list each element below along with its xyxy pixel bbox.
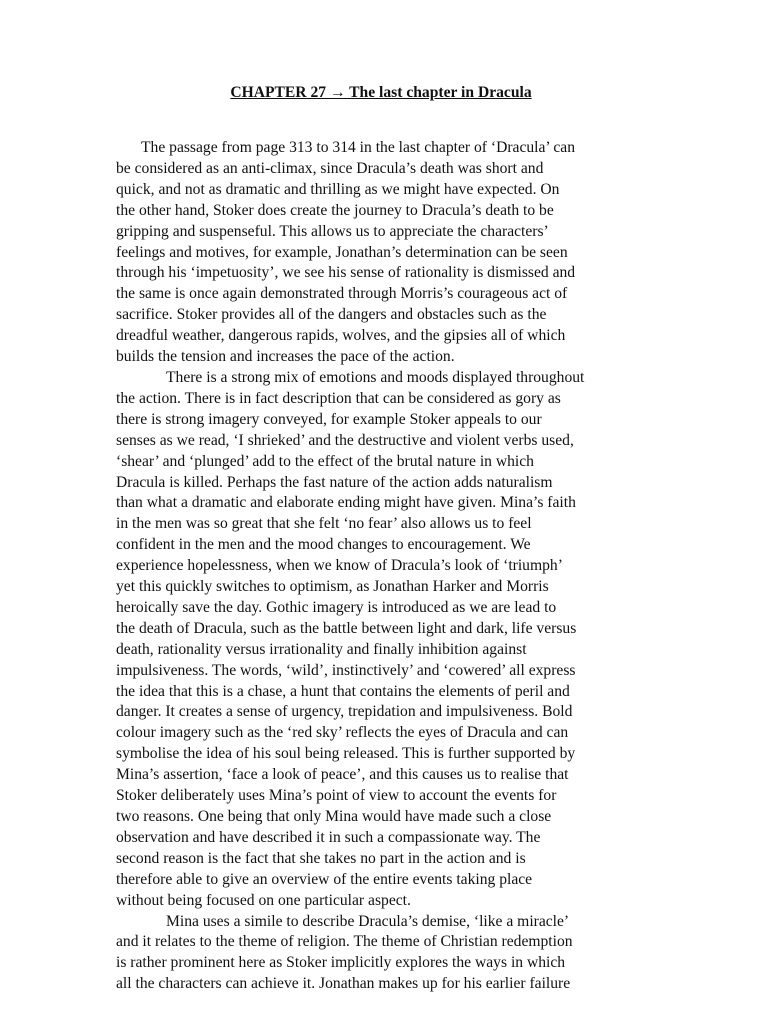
paragraph-line: all the characters can achieve it. Jonathan makes up for his earlier failure — [116, 975, 571, 993]
paragraph-line: heroically save the day. Gothic imagery is introduced as we are lead to — [116, 598, 557, 616]
paragraph-line: Mina’s assertion, ‘face a look of peace’, and this causes us to realise that — [116, 766, 569, 784]
paragraph-line: the action. There is in fact description that can be considered as gory as — [116, 389, 561, 407]
paragraph-1 — [116, 138, 646, 368]
document-page — [116, 82, 646, 995]
paragraph-line: symbolise the idea of his soul being released. This is further supported by — [116, 745, 576, 763]
paragraph-line: the death of Dracula, such as the battle between light and dark, life versus — [116, 619, 577, 637]
paragraph-line: death, rationality versus irrationality and finally inhibition against — [116, 640, 527, 658]
paragraph-line: than what a dramatic and elaborate ending might have given. Mina’s faith — [116, 494, 576, 512]
paragraph-line: sacrifice. Stoker provides all of the dangers and obstacles such as the — [116, 306, 547, 324]
paragraph-line: be considered as an anti-climax, since Dracula’s death was short and — [116, 159, 544, 177]
paragraph-line: Dracula is killed. Perhaps the fast nature of the action adds naturalism — [116, 473, 553, 491]
paragraph-line: feelings and motives, for example, Jonathan’s determination can be seen — [116, 243, 568, 261]
paragraph-line: second reason is the fact that she takes no part in the action and is — [116, 849, 526, 867]
paragraph-line: There is a strong mix of emotions and moods displayed throughout — [166, 368, 585, 386]
paragraph-line: builds the tension and increases the pace of the action. — [116, 348, 455, 366]
paragraph-line: gripping and suspenseful. This allows us to appreciate the characters’ — [116, 222, 549, 240]
paragraph-line: the idea that this is a chase, a hunt that contains the elements of peril and — [116, 682, 570, 700]
paragraph-line: the same is once again demonstrated through Morris’s courageous act of — [116, 285, 568, 303]
paragraph-line: yet this quickly switches to optimism, as Jonathan Harker and Morris — [116, 578, 549, 596]
paragraph-line: The passage from page 313 to 314 in the last chapter of ‘Dracula’ can — [141, 139, 575, 156]
paragraph-line: therefore able to give an overview of the entire events taking place — [116, 870, 533, 888]
paragraph-line: in the men was so great that she felt ‘no fear’ also allows us to feel — [116, 515, 532, 533]
paragraph-line: experience hopelessness, when we know of Dracula’s look of ‘triumph’ — [116, 557, 563, 575]
paragraph-line: and it relates to the theme of religion. The theme of Christian redemption — [116, 933, 573, 951]
paragraph-line: ‘shear’ and ‘plunged’ add to the effect of the brutal nature in which — [116, 452, 534, 470]
paragraph-line: there is strong imagery conveyed, for example Stoker appeals to our — [116, 410, 542, 428]
paragraph-line: through his ‘impetuosity’, we see his sense of rationality is dismissed and — [116, 264, 576, 282]
paragraph-line: is rather prominent here as Stoker implicitly explores the ways in which — [116, 954, 566, 972]
paragraph-line: dreadful weather, dangerous rapids, wolves, and the gipsies all of which — [116, 327, 566, 345]
paragraph-line: observation and have described it in such a compassionate way. The — [116, 828, 541, 846]
chapter-title: CHAPTER 27 → The last chapter in Dracula — [230, 84, 532, 101]
paragraph-line: Stoker deliberately uses Mina’s point of view to account the events for — [116, 787, 557, 805]
paragraph-line: quick, and not as dramatic and thrilling as we might have expected. On — [116, 180, 560, 198]
paragraph-line: the other hand, Stoker does create the journey to Dracula’s death to be — [116, 201, 554, 219]
paragraph-line: without being focused on one particular aspect. — [116, 891, 411, 909]
paragraph-line: senses as we read, ‘I shrieked’ and the destructive and violent verbs used, — [116, 431, 574, 449]
paragraph-line: confident in the men and the mood changes to encouragement. We — [116, 536, 531, 554]
paragraph-line: impulsiveness. The words, ‘wild’, instinctively’ and ‘cowered’ all express — [116, 661, 576, 679]
paragraph-line: colour imagery such as the ‘red sky’ reflects the eyes of Dracula and can — [116, 724, 569, 742]
paragraph-2 — [116, 368, 646, 912]
paragraph-line: Mina uses a simile to describe Dracula’s demise, ‘like a miracle’ — [166, 912, 570, 930]
paragraph-3 — [116, 912, 646, 996]
paragraph-line: danger. It creates a sense of urgency, trepidation and impulsiveness. Bold — [116, 703, 573, 721]
paragraph-line: two reasons. One being that only Mina would have made such a close — [116, 808, 552, 825]
